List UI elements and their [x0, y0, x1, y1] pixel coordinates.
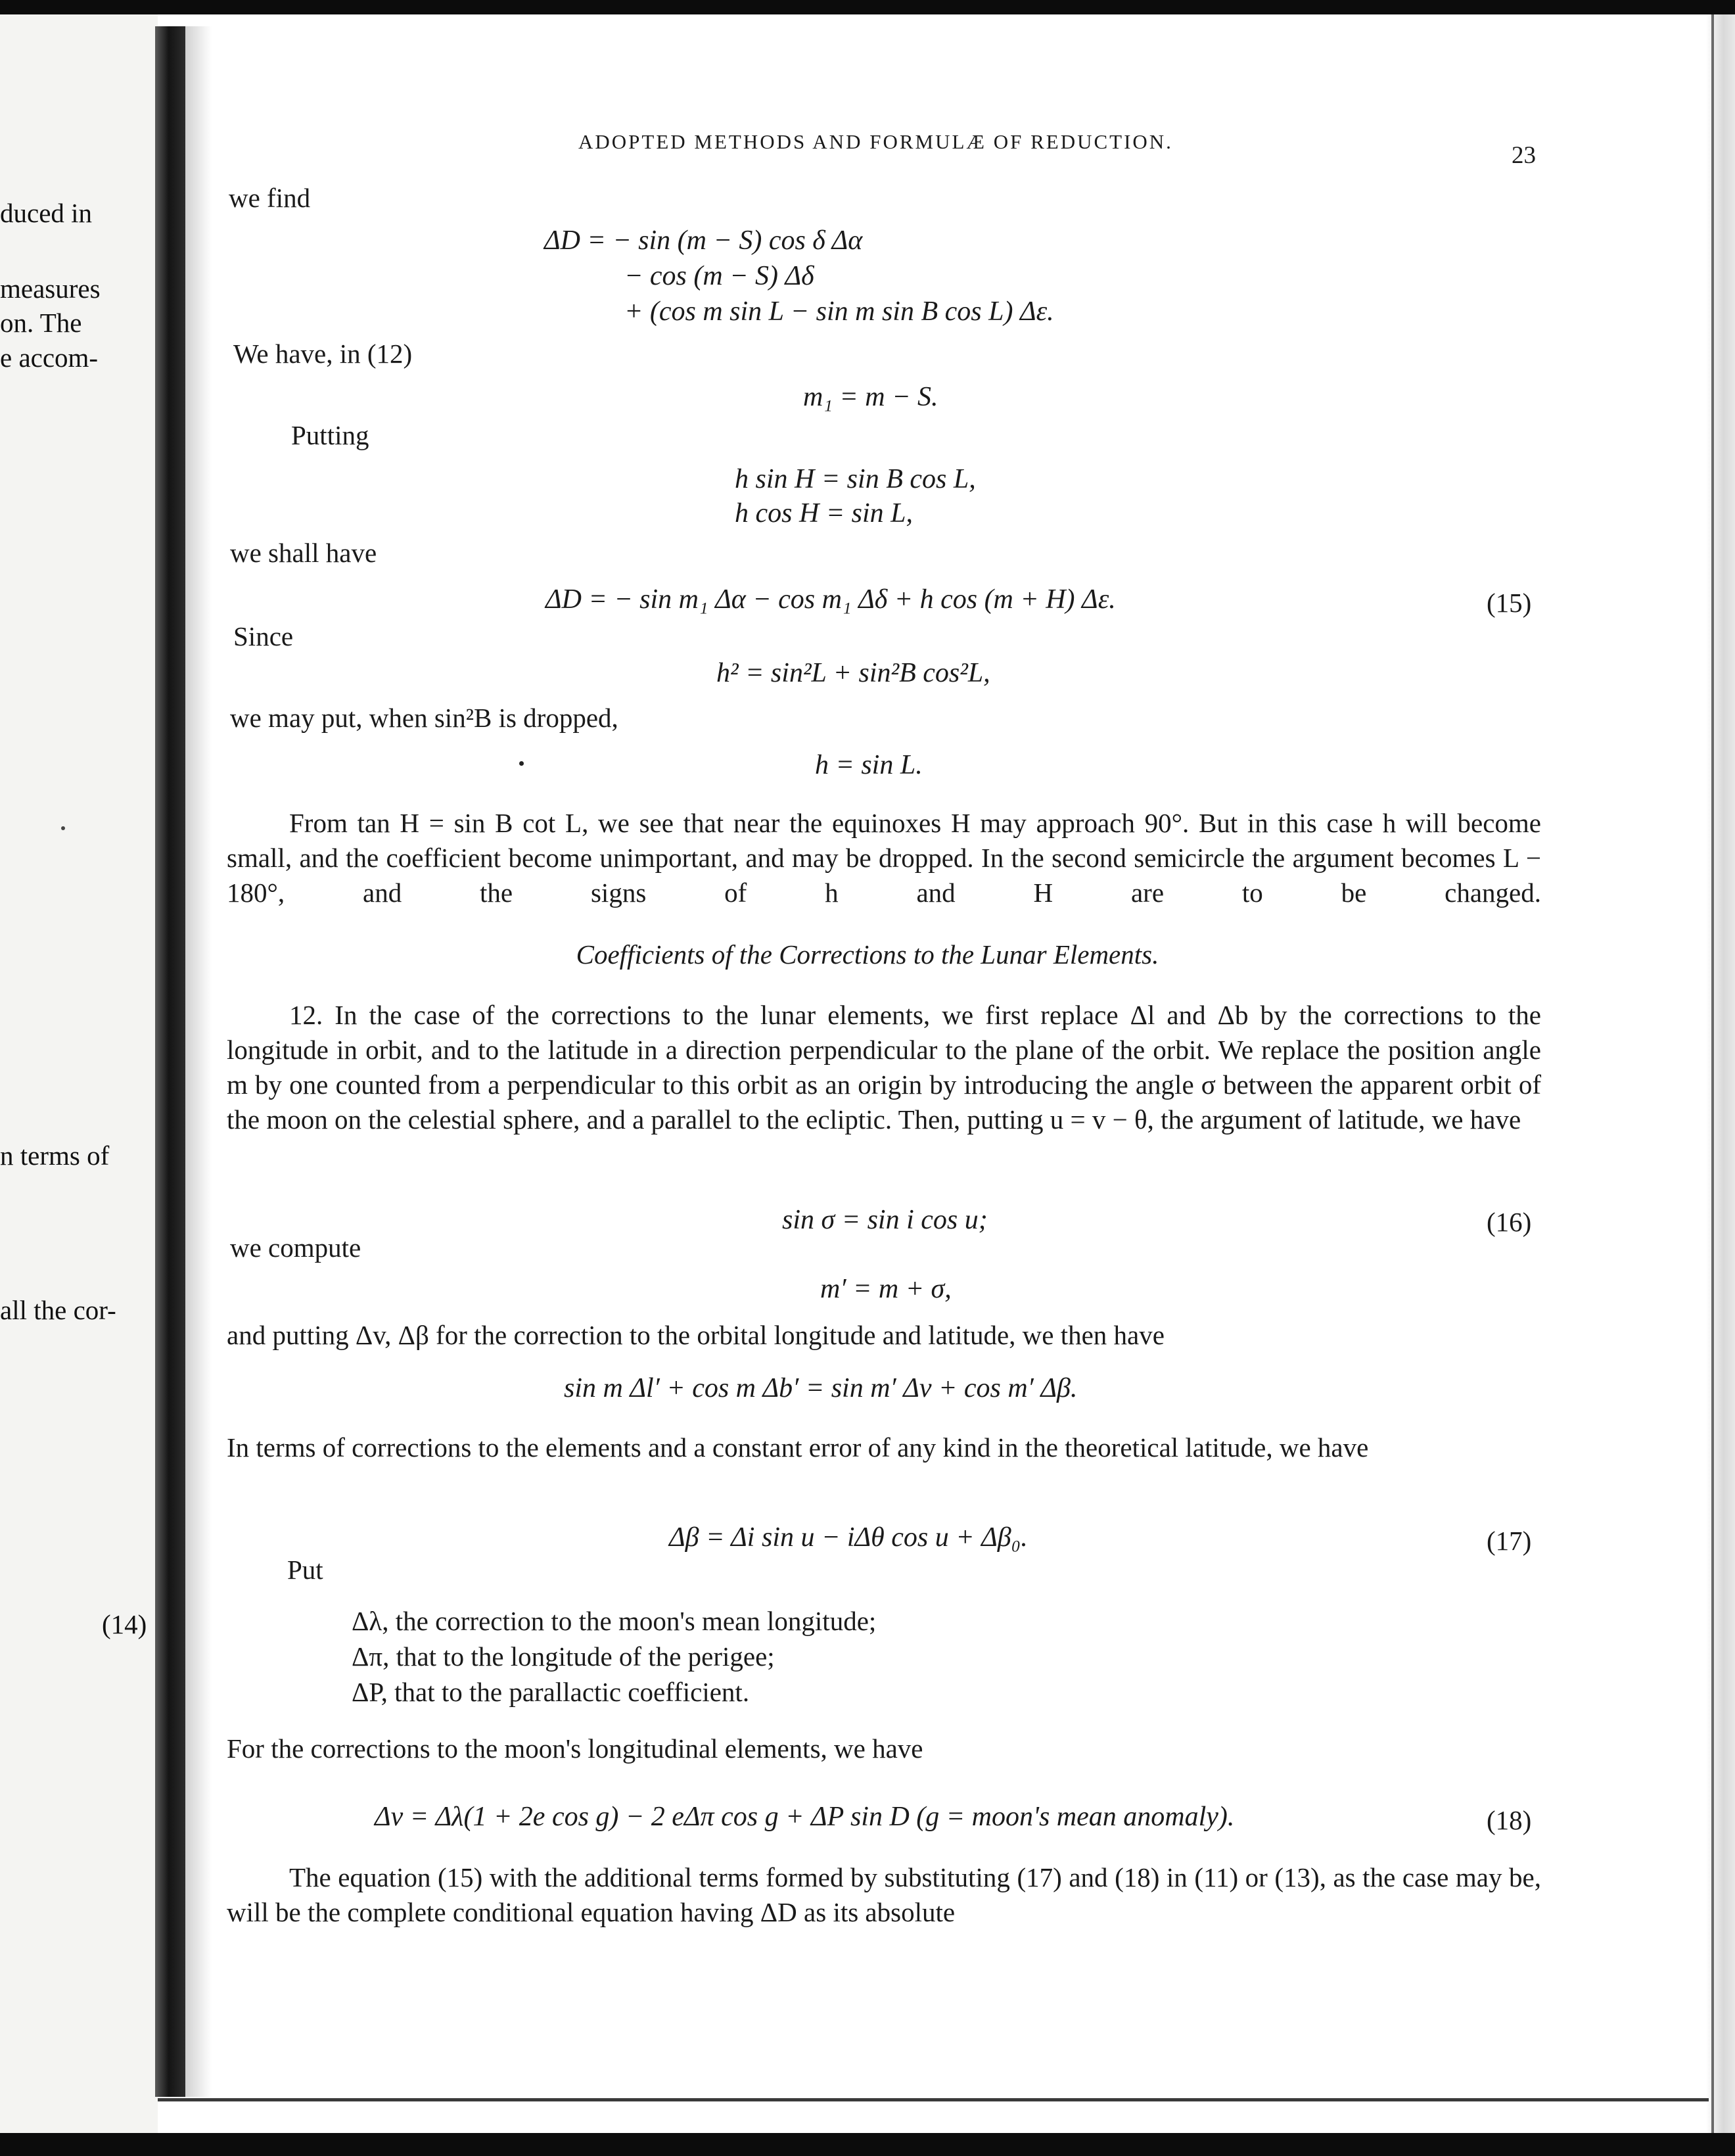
facing-page-line: n terms of: [0, 1140, 110, 1171]
scan-speck: [519, 761, 524, 766]
page-number: 23: [1512, 142, 1536, 169]
paragraph: From tan H = sin B cot L, we see that near the equinoxes H may approach 90°. But in this case h will become small, and the coefficient become unimportant, and may be dropped. In the second semicircle the argument becomes L − 180°, and the signs of h and H are to be changed.: [227, 808, 1541, 908]
equation: h = sin L.: [815, 750, 923, 780]
text-line: and putting Δv, Δβ for the correction to the orbital longitude and latitude, we then have: [227, 1320, 1165, 1350]
text-line: For the corrections to the moon's longitudinal elements, we have: [227, 1733, 923, 1764]
equation: sin σ = sin i cos u;: [782, 1205, 988, 1235]
equation-17: Δβ = Δi sin u − iΔθ cos u + Δβ₀.: [669, 1522, 1028, 1553]
paragraph: 12. In the case of the corrections to the lunar elements, we first replace Δl and Δb by the corrections to the longitude in orbit, and to the latitude in a direction perpendicular to the plane of the orbit. We replace the position angle m by one counted from a perpendicular to this orbit as an origin by introducing the angle σ between the apparent orbit of the moon on the celestial sphere, and a parallel to the ecliptic. Then, putting u = v − θ, the argument of latitude, we have: [227, 1000, 1541, 1135]
facing-page-line: duced in: [0, 198, 93, 228]
scan-speck: [61, 826, 65, 830]
equation-18: Δv = Δλ(1 + 2e cos g) − 2 eΔπ cos g + ΔP sin D (g = moon's mean anomaly).: [375, 1802, 1235, 1832]
facing-page-equation-number: (14): [102, 1609, 147, 1639]
equation: h cos H = sin L,: [735, 498, 914, 528]
gutter-shadow: [185, 26, 212, 2097]
section-subheading: Coefficients of the Corrections to the Lunar Elements.: [576, 939, 1159, 970]
equation-number: (16): [1487, 1207, 1532, 1237]
scan-bottom-border: [0, 2133, 1735, 2156]
facing-page-line: all the cor-: [0, 1295, 116, 1325]
paragraph: The equation (15) with the additional terms formed by substituting (17) and (18) in (11) or (13), as the case may be, will be the complete conditional equation having ΔD as its absolute: [227, 1862, 1541, 1927]
text-line: Putting: [291, 420, 369, 450]
text-line: we find: [229, 183, 311, 213]
text-line: Since: [233, 621, 294, 651]
equation: + (cos m sin L − sin m sin B cos L) Δε.: [624, 296, 1054, 327]
page-right-edge: [1706, 14, 1735, 2133]
equation: sin m Δl′ + cos m Δb′ = sin m′ Δv + cos m′ Δβ.: [564, 1373, 1078, 1403]
definition-line: Δπ, that to the longitude of the perigee;: [352, 1641, 775, 1672]
book-gutter: [155, 26, 185, 2097]
scan-top-border: [0, 0, 1735, 14]
equation: h sin H = sin B cos L,: [735, 464, 976, 494]
text-line: we may put, when sin²B is dropped,: [230, 703, 618, 733]
running-header: ADOPTED METHODS AND FORMULÆ OF REDUCTION.: [578, 130, 1173, 153]
page-bottom-edge: [158, 2098, 1709, 2101]
text-line: we shall have: [230, 538, 377, 568]
definition-line: ΔP, that to the parallactic coefficient.: [352, 1677, 750, 1707]
equation-number: (18): [1487, 1805, 1532, 1835]
equation: m′ = m + σ,: [820, 1274, 952, 1304]
equation-number: (15): [1487, 588, 1532, 618]
facing-page-line: on. The: [0, 308, 82, 338]
facing-page-line: measures: [0, 273, 101, 304]
paragraph: In terms of corrections to the elements and a constant error of any kind in the theoretical latitude, we have: [227, 1432, 1369, 1463]
equation-number: (17): [1487, 1526, 1532, 1556]
equation: h² = sin²L + sin²B cos²L,: [716, 658, 990, 688]
definition-line: Δλ, the correction to the moon's mean longitude;: [352, 1606, 877, 1636]
text-line: Put: [287, 1555, 323, 1585]
page-edge-line: [1711, 14, 1714, 2133]
text-line: we compute: [230, 1232, 361, 1263]
equation-15: ΔD = − sin m₁ Δα − cos m₁ Δδ + h cos (m + H) Δε.: [545, 584, 1116, 615]
equation: ΔD = − sin (m − S) cos δ Δα: [544, 225, 863, 256]
facing-page-line: e accom-: [0, 342, 99, 373]
equation: m₁ = m − S.: [803, 382, 938, 412]
facing-page-fragment: [0, 14, 158, 2133]
equation: − cos (m − S) Δδ: [624, 261, 814, 291]
text-line: We have, in (12): [233, 339, 413, 369]
